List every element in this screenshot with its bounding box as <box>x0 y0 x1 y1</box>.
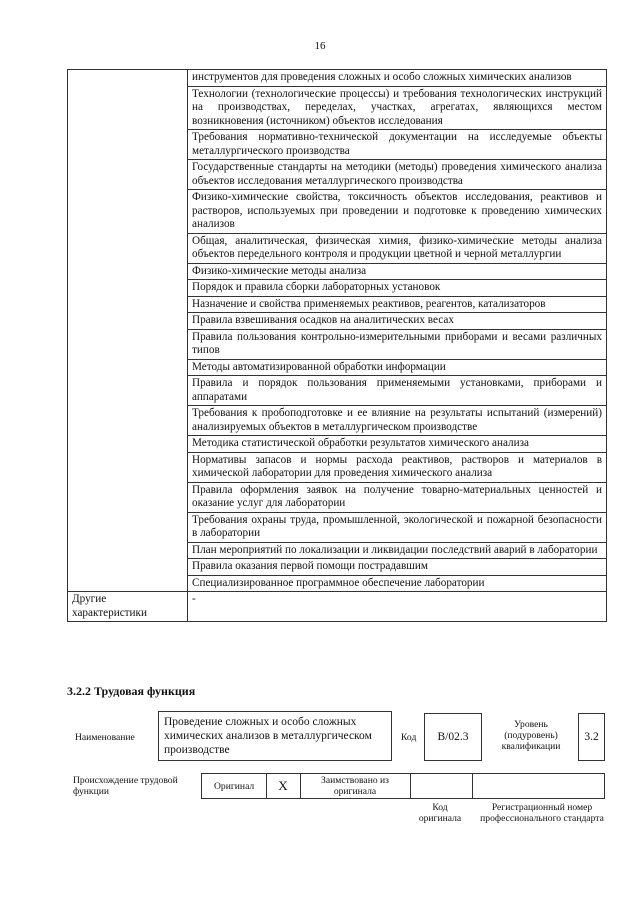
borrowed-label: Заимствовано из оригинала <box>321 775 389 797</box>
table-cell: План мероприятий по локализации и ликвидации последствий аварий в лаборатории <box>188 542 607 559</box>
code-label: Код <box>401 732 417 743</box>
registration-number-caption: Регистрационный номер профессионального стандарта <box>480 802 604 824</box>
table-cell: Физико-химические методы анализа <box>188 263 607 280</box>
other-characteristics-value: - <box>188 592 607 622</box>
table-cell: Назначение и свойства применяемых реактивов, реагентов, катализаторов <box>188 296 607 313</box>
table-cell: Правила оказания первой помощи пострадавшим <box>188 559 607 576</box>
table-cell: Правила оформления заявок на получение товарно-материальных ценностей и оказание услуг для лаборатории <box>188 482 607 512</box>
level-box <box>578 713 605 761</box>
code-value: B/02.3 <box>437 731 469 743</box>
table-cell: инструментов для проведения сложных и особо сложных химических анализов <box>188 70 607 87</box>
knowledge-table <box>67 69 607 622</box>
original-mark: X <box>278 778 288 793</box>
table-cell: Общая, аналитическая, физическая химия, физико-химические методы анализа объектов передельного контроля и продукции цветной и черной металлургии <box>188 233 607 263</box>
page-number: 16 <box>314 40 326 52</box>
table-cell: Порядок и правила сборки лабораторных установок <box>188 280 607 297</box>
level-label: Уровень (подуровень) квалификации <box>501 719 561 752</box>
origin-label: Происхождение трудовой функции <box>73 775 178 797</box>
table-cell: Государственные стандарты на методики (методы) проведения химического анализа объектов исследования металлургического производства <box>188 160 607 190</box>
table-cell: Специализированное программное обеспечение лаборатории <box>188 575 607 592</box>
original-label: Оригинал <box>214 781 255 792</box>
table-row <box>68 70 607 87</box>
table-cell: Требования нормативно-технической документации на исследуемые объекты металлургического производства <box>188 130 607 160</box>
level-value: 3.2 <box>584 731 599 743</box>
section-title: 3.2.2 Трудовая функция <box>67 684 196 698</box>
table-cell: Требования к пробоподготовке и ее влияние на результаты испытаний (измерений) анализируемых объектов в металлургическом производстве <box>188 406 607 436</box>
empty-left-cell <box>68 70 188 592</box>
other-characteristics-row <box>68 592 607 622</box>
table-cell: Правила и порядок пользования применяемыми установками, приборами и аппаратами <box>188 376 607 406</box>
code-box <box>424 713 482 761</box>
table-cell: Требования охраны труда, промышленной, экологической и пожарной безопасности в лаборатории <box>188 512 607 542</box>
origin-table <box>201 773 605 799</box>
table-cell: Правила пользования контрольно-измерительными приборами и весами различных типов <box>188 329 607 359</box>
function-name-box <box>158 711 392 761</box>
table-cell: Методы автоматизированной обработки информации <box>188 359 607 376</box>
table-cell: Методика статистической обработки результатов химического анализа <box>188 436 607 453</box>
code-original-caption: Код оригинала <box>418 802 462 824</box>
function-name: Проведение сложных и особо сложных химических анализов в металлургическом производстве <box>164 716 372 756</box>
table-cell: Правила взвешивания осадков на аналитических весах <box>188 313 607 330</box>
other-characteristics-label: Другие характеристики <box>68 592 188 622</box>
table-cell: Технологии (технологические процессы) и требования технологических инструкций на производствах, переделах, участках, агрегатах, являющихся местом возникновения (источником) объектов исследования <box>188 86 607 130</box>
table-cell: Нормативы запасов и нормы расхода реактивов, растворов и материалов в химической лаборатории для проведения химического анализа <box>188 452 607 482</box>
name-label: Наименование <box>75 732 135 743</box>
table-cell: Физико-химические свойства, токсичность объектов исследования, реактивов и растворов, используемых при проведении и подготовке к проведению химических анализов <box>188 190 607 234</box>
